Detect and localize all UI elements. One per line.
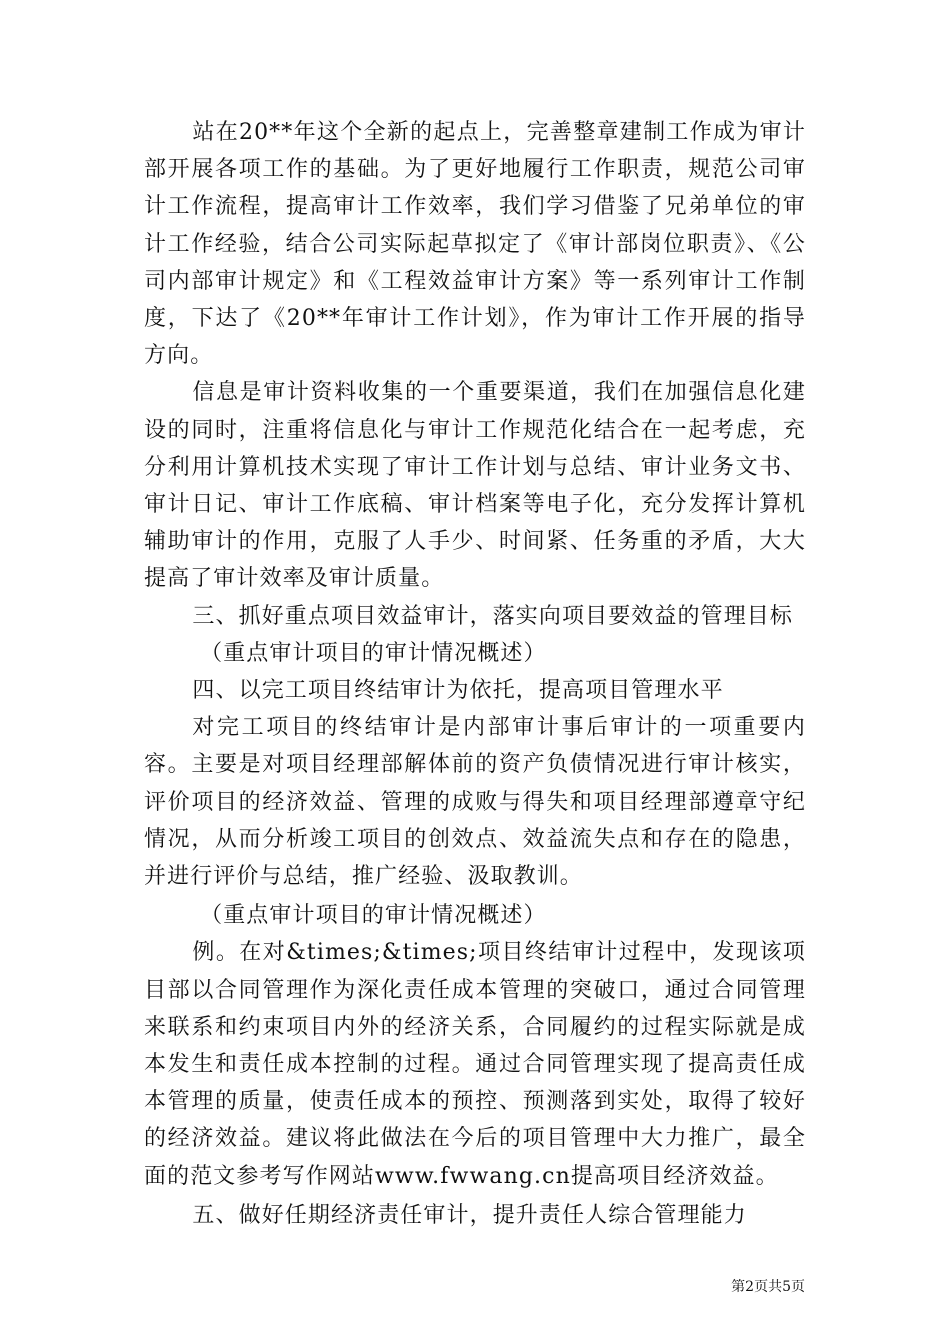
paragraph-example-contract-management: 例。在对&times;&times;项目终结审计过程中，发现该项目部以合同管理作为深化责任成本管理的突破口，通过合同管理来联系和约束项目内外的经济关系，合同履约的过程实际就是成本发生和责任成本控制的过程。通过合同管理实现了提高责任成本管理的质量，使责任成本的预控、预测落到实处，取得了较好的经济效益。建议将此做法在今后的项目管理中大力推广，最全面的范文参考写作网站www.fwwang.cn提高项目经济效益。 — [144, 940, 806, 1189]
paragraph-note-key-project-summary-2: （重点审计项目的审计情况概述） — [200, 903, 547, 929]
section-heading-completion-audit: 四、以完工项目终结审计为依托，提高项目管理水平 — [192, 678, 724, 704]
page-number-footer: 第2页共5页 — [731, 1279, 805, 1295]
document-body — [144, 114, 806, 1234]
paragraph-note-key-project-summary: （重点审计项目的审计情况概述） — [200, 640, 547, 666]
section-heading-term-responsibility-audit: 五、做好任期经济责任审计，提升责任人综合管理能力 — [192, 1202, 747, 1228]
paragraph-regulations: 站在20**年这个全新的起点上，完善整章建制工作成为审计部开展各项工作的基础。为了更好地履行工作职责，规范公司审计工作流程，提高审计工作效率，我们学习借鉴了兄弟单位的审计工作经验，结合公司实际起草拟定了《审计部岗位职责》、《公司内部审计规定》和《工程效益审计方案》等一系列审计工作制度，下达了《20**年审计工作计划》，作为审计工作开展的指导方向。 — [144, 120, 806, 369]
paragraph-completion-audit: 对完工项目的终结审计是内部审计事后审计的一项重要内容。主要是对项目经理部解体前的资产负债情况进行审计核实，评价项目的经济效益、管理的成败与得失和项目经理部遵章守纪情况，从而分析竣工项目的创效点、效益流失点和存在的隐患，并进行评价与总结，推广经验、汲取教训。 — [144, 715, 806, 890]
section-heading-key-project-audit: 三、抓好重点项目效益审计，落实向项目要效益的管理目标 — [192, 603, 793, 629]
paragraph-informatization: 信息是审计资料收集的一个重要渠道，我们在加强信息化建设的同时，注重将信息化与审计工作规范化结合在一起考虑，充分利用计算机技术实现了审计工作计划与总结、审计业务文书、审计日记、审计工作底稿、审计档案等电子化，充分发挥计算机辅助审计的作用，克服了人手少、时间紧、任务重的矛盾，大大提高了审计效率及审计质量。 — [144, 380, 806, 592]
